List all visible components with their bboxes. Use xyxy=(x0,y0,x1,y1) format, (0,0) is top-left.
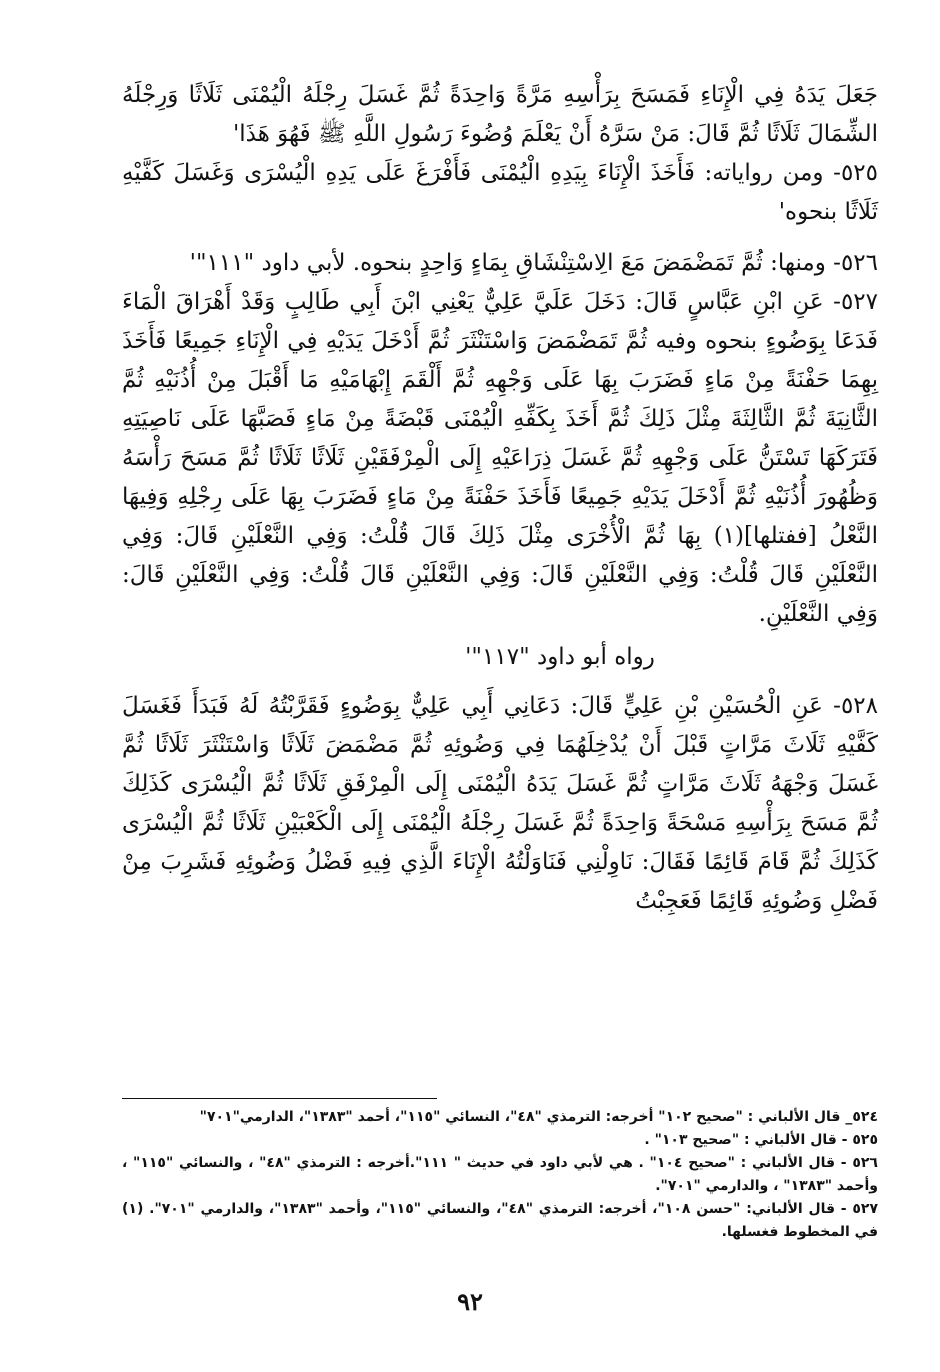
footnote-525: ٥٢٥ - قال الألباني : "صحيح ١٠٣" . xyxy=(644,1132,878,1148)
footnote-524: ٥٢٤_ قال الألباني : "صحيح ١٠٢" أخرجه: الترمذي "٤٨"، النسائي "١١٥"، أحمد "١٣٨٣"، الدارمي"٧٠١" xyxy=(199,1109,878,1125)
paragraph-524-continuation: جَعَلَ يَدَهُ فِي الْإِنَاءِ فَمَسَحَ بِرَأْسِهِ مَرَّةً وَاحِدَةً ثُمَّ غَسَلَ رِجْلَهُ الْيُمْنَى ثَلَاثًا وَرِجْلَهُ الشِّمَالَ ثَلَاثًا ثُمَّ قَالَ: مَنْ سَرَّهُ أَنْ يَعْلَمَ وُضُوءَ رَسُولِ اللَّهِ ﷺ فَهُوَ هَذَا' xyxy=(122,82,878,147)
footnotes xyxy=(122,1106,878,1244)
footnote-526: ٥٢٦ - قال الألباني : "صحيح ١٠٤" . هي لأبي داود في حديث " ١١١".أخرجه : الترمذي "٤٨" ، والنسائي "١١٥" ، وأحمد "١٣٨٣" ، والدارمي "٧٠١". xyxy=(122,1155,878,1194)
main-text xyxy=(122,76,878,921)
paragraph-525: ٥٢٥- ومن رواياته: فَأَخَذَ الْإِنَاءَ بِيَدِهِ الْيُمْنَى فَأَفْرَغَ عَلَى يَدِهِ الْيُسْرَى وَغَسَلَ كَفَّيْهِ ثَلَاثًا بنحوه' xyxy=(122,160,878,225)
paragraph-528: ٥٢٨- عَنِ الْحُسَيْنِ بْنِ عَلِيٍّ قَالَ: دَعَانِي أَبِي عَلِيٌّ بِوَضُوءٍ فَقَرَّبْتُهُ لَهُ فَبَدَأَ فَغَسَلَ كَفَّيْهِ ثَلَاثَ مَرَّاتٍ قَبْلَ أَنْ يُدْخِلَهُمَا فِي وَضُوئِهِ ثُمَّ مَضْمَضَ ثَلَاثًا وَاسْتَنْثَرَ ثَلَاثًا ثُمَّ غَسَلَ وَجْهَهُ ثَلَاثَ مَرَّاتٍ ثُمَّ غَسَلَ يَدَهُ الْيُمْنَى إِلَى الْمِرْفَقِ ثَلَاثًا ثُمَّ الْيُسْرَى كَذَلِكَ ثُمَّ مَسَحَ بِرَأْسِهِ مَسْحَةً وَاحِدَةً ثُمَّ غَسَلَ رِجْلَهُ الْيُمْنَى إِلَى الْكَعْبَيْنِ ثَلَاثًا ثُمَّ الْيُسْرَى كَذَلِكَ ثُمَّ قَامَ قَائِمًا فَقَالَ: نَاوِلْنِي فَنَاوَلْتُهُ الْإِنَاءَ الَّذِي فِيهِ فَضْلُ وَضُوئِهِ فَشَرِبَ مِنْ فَضْلِ وَضُوئِهِ قَائِمًا فَعَجِبْتُ xyxy=(122,693,878,914)
page-number: ٩٢ xyxy=(457,1287,483,1316)
footnote-divider xyxy=(122,1098,437,1099)
paragraph-527: ٥٢٧- عَنِ ابْنِ عَبَّاسٍ قَالَ: دَخَلَ عَلَيَّ عَلِيٌّ يَعْنِي ابْنَ أَبِي طَالِبٍ وَقَدْ أَهْرَاقَ الْمَاءَ فَدَعَا بِوَضُوءٍ بنحوه وفيه ثُمَّ تَمَضْمَضَ وَاسْتَنْثَرَ ثُمَّ أَدْخَلَ يَدَيْهِ فِي الْإِنَاءِ جَمِيعًا فَأَخَذَ بِهِمَا حَفْنَةً مِنْ مَاءٍ فَضَرَبَ بِهَا عَلَى وَجْهِهِ ثُمَّ أَلْقَمَ إِبْهَامَيْهِ مَا أَقْبَلَ مِنْ أُذُنَيْهِ ثُمَّ الثَّانِيَةَ ثُمَّ الثَّالِثَةَ مِثْلَ ذَلِكَ ثُمَّ أَخَذَ بِكَفِّهِ الْيُمْنَى قَبْضَةً مِنْ مَاءٍ فَصَبَّهَا عَلَى نَاصِيَتِهِ فَتَرَكَهَا تَسْتَنُّ عَلَى وَجْهِهِ ثُمَّ غَسَلَ ذِرَاعَيْهِ إِلَى الْمِرْفَقَيْنِ ثَلَاثًا ثَلَاثًا ثُمَّ مَسَحَ رَأْسَهُ وَظُهُورَ أُذُنَيْهِ ثُمَّ أَدْخَلَ يَدَيْهِ جَمِيعًا فَأَخَذَ حَفْنَةً مِنْ مَاءٍ فَضَرَبَ بِهَا عَلَى رِجْلِهِ وَفِيهَا النَّعْلُ [ففتلها](١) بِهَا ثُمَّ الْأُخْرَى مِثْلَ ذَلِكَ قَالَ قُلْتُ: وَفِي النَّعْلَيْنِ قَالَ: وَفِي النَّعْلَيْنِ قَالَ قُلْتُ: وَفِي النَّعْلَيْنِ قَالَ: وَفِي النَّعْلَيْنِ قَالَ قُلْتُ: وَفِي النَّعْلَيْنِ قَالَ: وَفِي النَّعْلَيْنِ. xyxy=(122,289,878,627)
narration-note: رواه أبو داود "١١٧"' xyxy=(465,644,655,670)
footnote-527: ٥٢٧ - قال الألباني: "حسن ١٠٨"، أخرجه: الترمذي "٤٨"، والنسائي "١١٥"، وأحمد "١٣٨٣"، والدارمي "٧٠١". (١) في المخطوط فغسلها. xyxy=(122,1201,879,1240)
paragraph-526: ٥٢٦- ومنها: ثُمَّ تَمَضْمَضَ مَعَ الِاسْتِنْشَاقِ بِمَاءٍ وَاحِدٍ بنحوه. لأبي داود "١١١"' xyxy=(189,250,878,276)
